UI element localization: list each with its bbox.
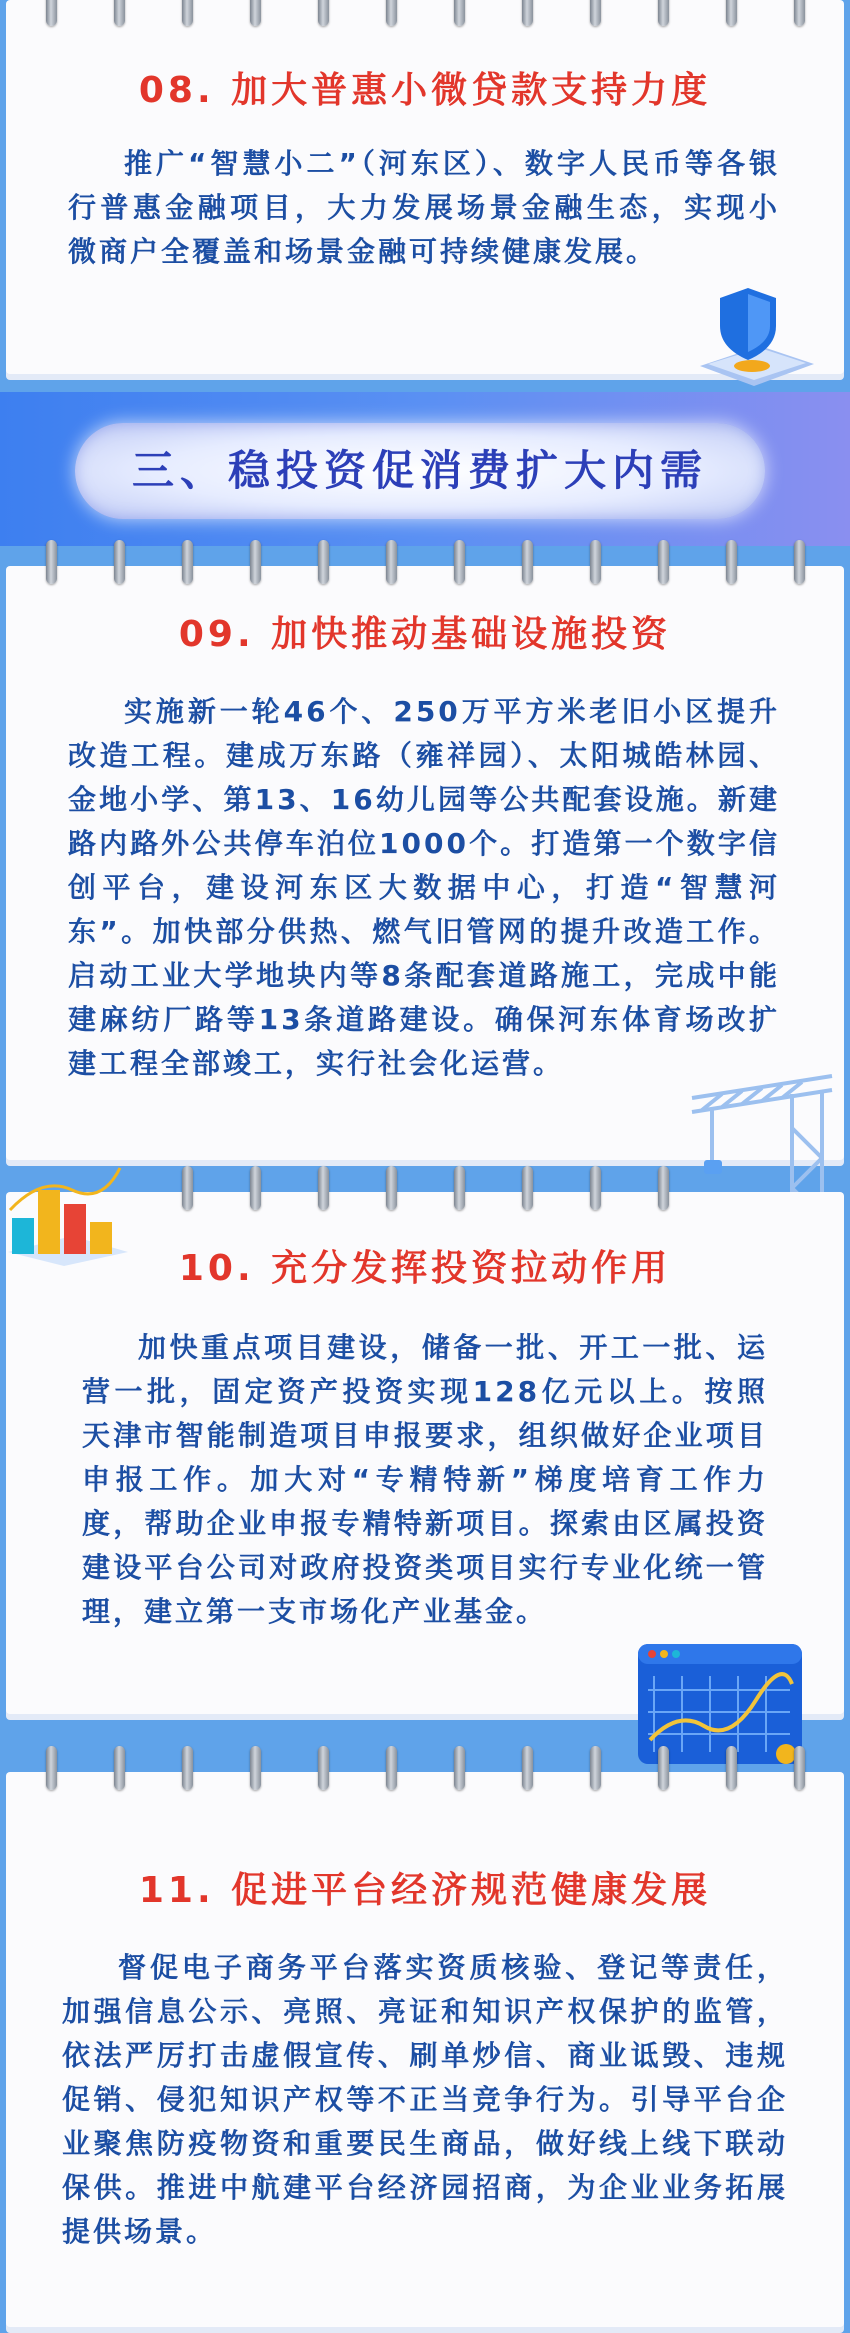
banner-title: 三、稳投资促消费扩大内需 — [131, 446, 708, 495]
section-title: 10. 充分发挥投资拉动作用 — [178, 1248, 672, 1289]
section-body: 推广“智慧小二”（河东区）、数字人民币等各银行普惠金融项目，大力发展场景金融生态，实现小微商户全覆盖和场景金融可持续健康发展。 — [68, 147, 780, 268]
section-body: 督促电子商务平台落实资质核验、登记等责任，加强信息公示、亮照、亮证和知识产权保护的监管，依法严厉打击虚假宣传、刷单炒信、商业诋毁、违规促销、侵犯知识产权等不正当竞争行为。引导平台企业聚焦防疫物资和重要民生商品，做好线上线下联动保供。推进中航建平台经济园招商，为企业业务拓展提供场景。 — [62, 1951, 788, 2248]
shield-icon — [690, 278, 820, 388]
section-title: 08. 加大普惠小微贷款支持力度 — [138, 70, 712, 111]
section-body: 实施新一轮46个、250万平方米老旧小区提升改造工程。建成万东路（雍祥园）、太阳城皓林园、金地小学、第13、16幼儿园等公共配套设施。新建路内路外公共停车泊位1000个。打造第一个数字信创平台，建设河东区大数据中心，打造“智慧河东”。加快部分供热、燃气旧管网的提升改造工作。启动工业大学地块内等8条配套道路施工，完成中能建麻纺厂路等13条道路建设。确保河东体育场改扩建工程全部竣工，实行社会化运营。 — [68, 695, 780, 1080]
monitor-chart-icon — [634, 1640, 810, 1772]
section-title: 09. 加快推动基础设施投资 — [178, 614, 672, 655]
section-title: 11. 促进平台经济规范健康发展 — [138, 1870, 712, 1911]
section-body: 加快重点项目建设，储备一批、开工一批、运营一批，固定资产投资实现128亿元以上。按照天津市智能制造项目申报要求，组织做好企业项目申报工作。加大对“专精特新”梯度培育工作力度，帮助企业申报专精特新项目。探索由区属投资建设平台公司对政府投资类项目实行专业化统一管理，建立第一支市场化产业基金。 — [82, 1331, 768, 1628]
